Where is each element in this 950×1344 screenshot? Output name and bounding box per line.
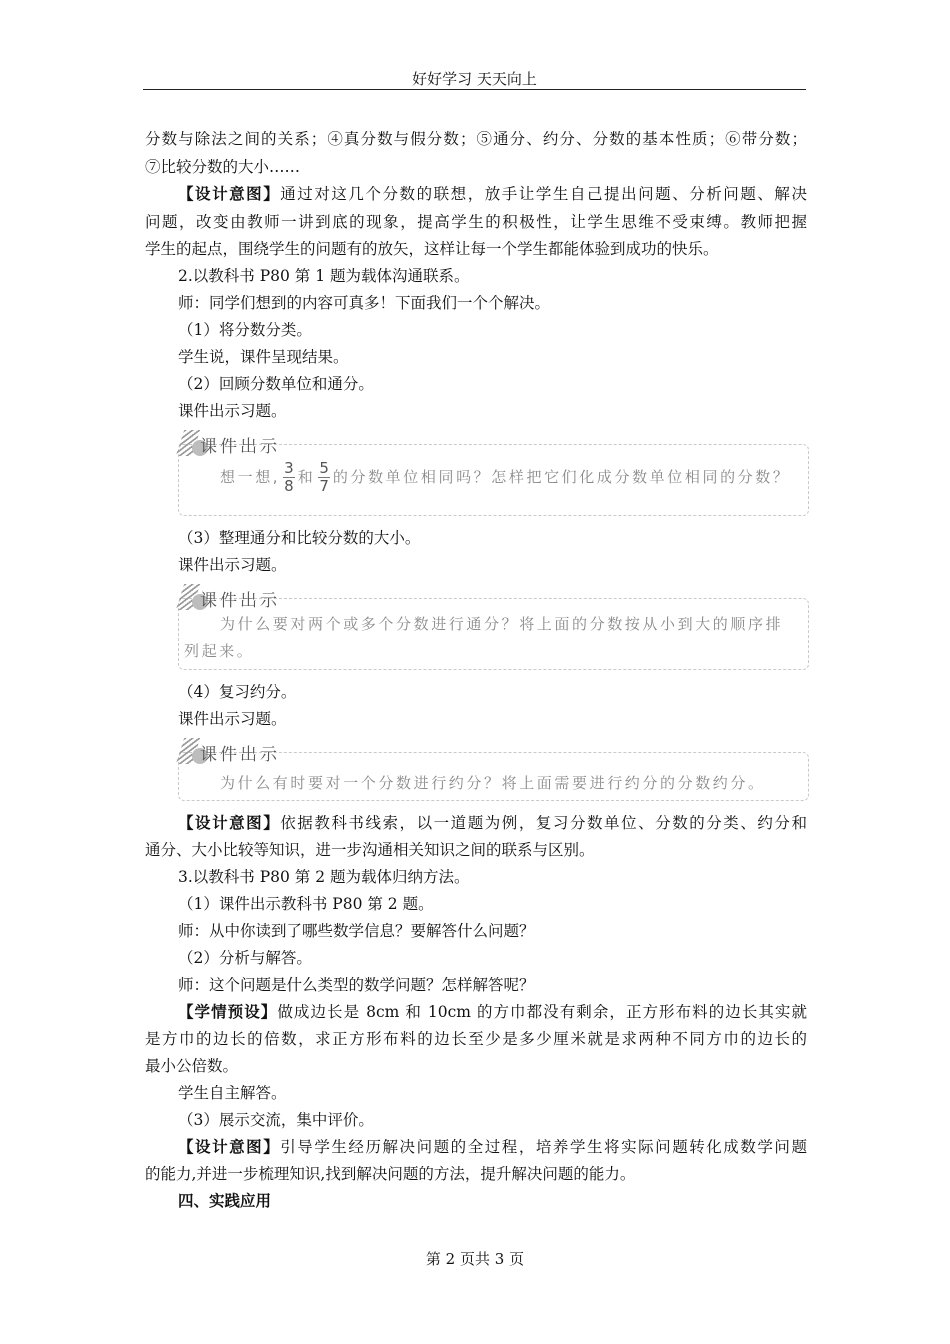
paragraph-line: 通分、大小比较等知识，进一步沟通相关知识之间的联系与区别。	[145, 841, 595, 859]
preset-label: 【学情预设】	[178, 1002, 278, 1021]
page-number: 第 2 页共 3 页	[425, 1250, 525, 1268]
design-intent-text: 依据教科书线索，以一道题为例，复习分数单位、分数的分类、约分和	[280, 814, 807, 832]
paragraph-line: 分数与除法之间的关系；④真分数与假分数；⑤通分、约分、分数的基本性质；⑥带分数；	[145, 130, 807, 148]
fraction-numerator: 3	[284, 459, 294, 477]
courseware-tag-label: 课件出示	[200, 591, 280, 611]
design-intent-label: 【设计意图】	[178, 184, 281, 203]
courseware-tag-3	[180, 738, 290, 768]
list-item: （2）回顾分数单位和通分。	[178, 375, 374, 393]
learning-preset	[178, 1002, 807, 1022]
list-item: （4）复习约分。	[178, 683, 297, 701]
courseware-tag-1	[180, 430, 290, 460]
preset-text: 做成边长是 8cm 和 10cm 的方巾都没有剩余，正方形布料的边长其实就	[277, 1003, 807, 1021]
list-item-note: 学生说，课件呈现结果。	[178, 348, 349, 366]
list-item: （1）将分数分类。	[178, 321, 312, 339]
header-title: 好好学习 天天向上	[412, 70, 537, 88]
question-text: 的分数单位相同吗？怎样把它们化成分数单位相同的分数？	[332, 468, 791, 486]
list-item-note: 课件出示习题。	[178, 402, 287, 420]
fraction-numerator: 5	[319, 459, 329, 477]
courseware-question-2-cont: 列起来。	[184, 642, 255, 660]
list-item: （1）课件出示教科书 P80 第 2 题。	[178, 895, 434, 913]
design-intent-label: 【设计意图】	[178, 1137, 281, 1156]
list-item: （2）分析与解答。	[178, 949, 312, 967]
courseware-tag-label: 课件出示	[200, 437, 280, 457]
paragraph-line: 问题，改变由教师一讲到底的现象，提高学生的积极性，让学生思维不受束缚。教师把握	[145, 213, 807, 231]
list-item-note: 课件出示习题。	[178, 710, 287, 728]
question-text: 想一想,	[220, 468, 281, 486]
question-text: 和	[297, 468, 316, 486]
section-3-title: 3.以教科书 P80 第 2 题为载体归纳方法。	[178, 868, 470, 886]
teacher-line: 师：从中你读到了哪些数学信息？要解答什么问题？	[178, 922, 535, 940]
fraction-5-7	[318, 460, 330, 495]
paragraph-line: 是方巾的边长的倍数，求正方形布料的边长至少是多少厘米就是求两种不同方巾的边长的	[145, 1030, 807, 1048]
paragraph-line: 最小公倍数。	[145, 1057, 239, 1075]
students-line: 学生自主解答。	[178, 1084, 287, 1102]
design-intent-1	[178, 184, 807, 204]
paragraph-line: 的能力,并进一步梳理知识,找到解决问题的方法，提升解决问题的能力。	[145, 1165, 636, 1183]
paragraph-line: 学生的起点，围绕学生的问题有的放矢，这样让每一个学生都能体验到成功的快乐。	[145, 240, 719, 258]
fraction-denominator: 8	[284, 477, 294, 495]
courseware-tag-2	[180, 584, 290, 614]
section-2-title: 2.以教科书 P80 第 1 题为载体沟通联系。	[178, 267, 470, 285]
list-item-note: 课件出示习题。	[178, 556, 287, 574]
page-footer	[0, 1248, 950, 1269]
design-intent-2	[178, 813, 807, 833]
paragraph-line: ⑦比较分数的大小……	[145, 158, 301, 176]
fraction-denominator: 7	[319, 477, 329, 495]
courseware-question-2: 为什么要对两个或多个分数进行通分？将上面的分数按从小到大的顺序排	[220, 615, 784, 633]
courseware-tag-label: 课件出示	[200, 745, 280, 765]
teacher-line: 师：这个问题是什么类型的数学问题？怎样解答呢？	[178, 976, 535, 994]
list-item: （3）展示交流，集中评价。	[178, 1111, 374, 1129]
teacher-line: 师：同学们想到的内容可真多！下面我们一个个解决。	[178, 294, 551, 312]
courseware-question-3: 为什么有时要对一个分数进行约分？将上面需要进行约分的分数约分。	[220, 774, 766, 792]
list-item: （3）整理通分和比较分数的大小。	[178, 529, 421, 547]
page-header	[143, 68, 806, 90]
section-4-heading: 四、实践应用	[178, 1191, 272, 1210]
fraction-3-8	[283, 460, 295, 495]
design-intent-text: 引导学生经历解决问题的全过程，培养学生将实际问题转化成数学问题	[280, 1138, 807, 1156]
design-intent-3	[178, 1137, 807, 1157]
design-intent-label: 【设计意图】	[178, 813, 281, 832]
design-intent-text: 通过对这几个分数的联想，放手让学生自己提出问题、分析问题、解决	[280, 185, 807, 203]
courseware-question-1	[220, 460, 790, 495]
